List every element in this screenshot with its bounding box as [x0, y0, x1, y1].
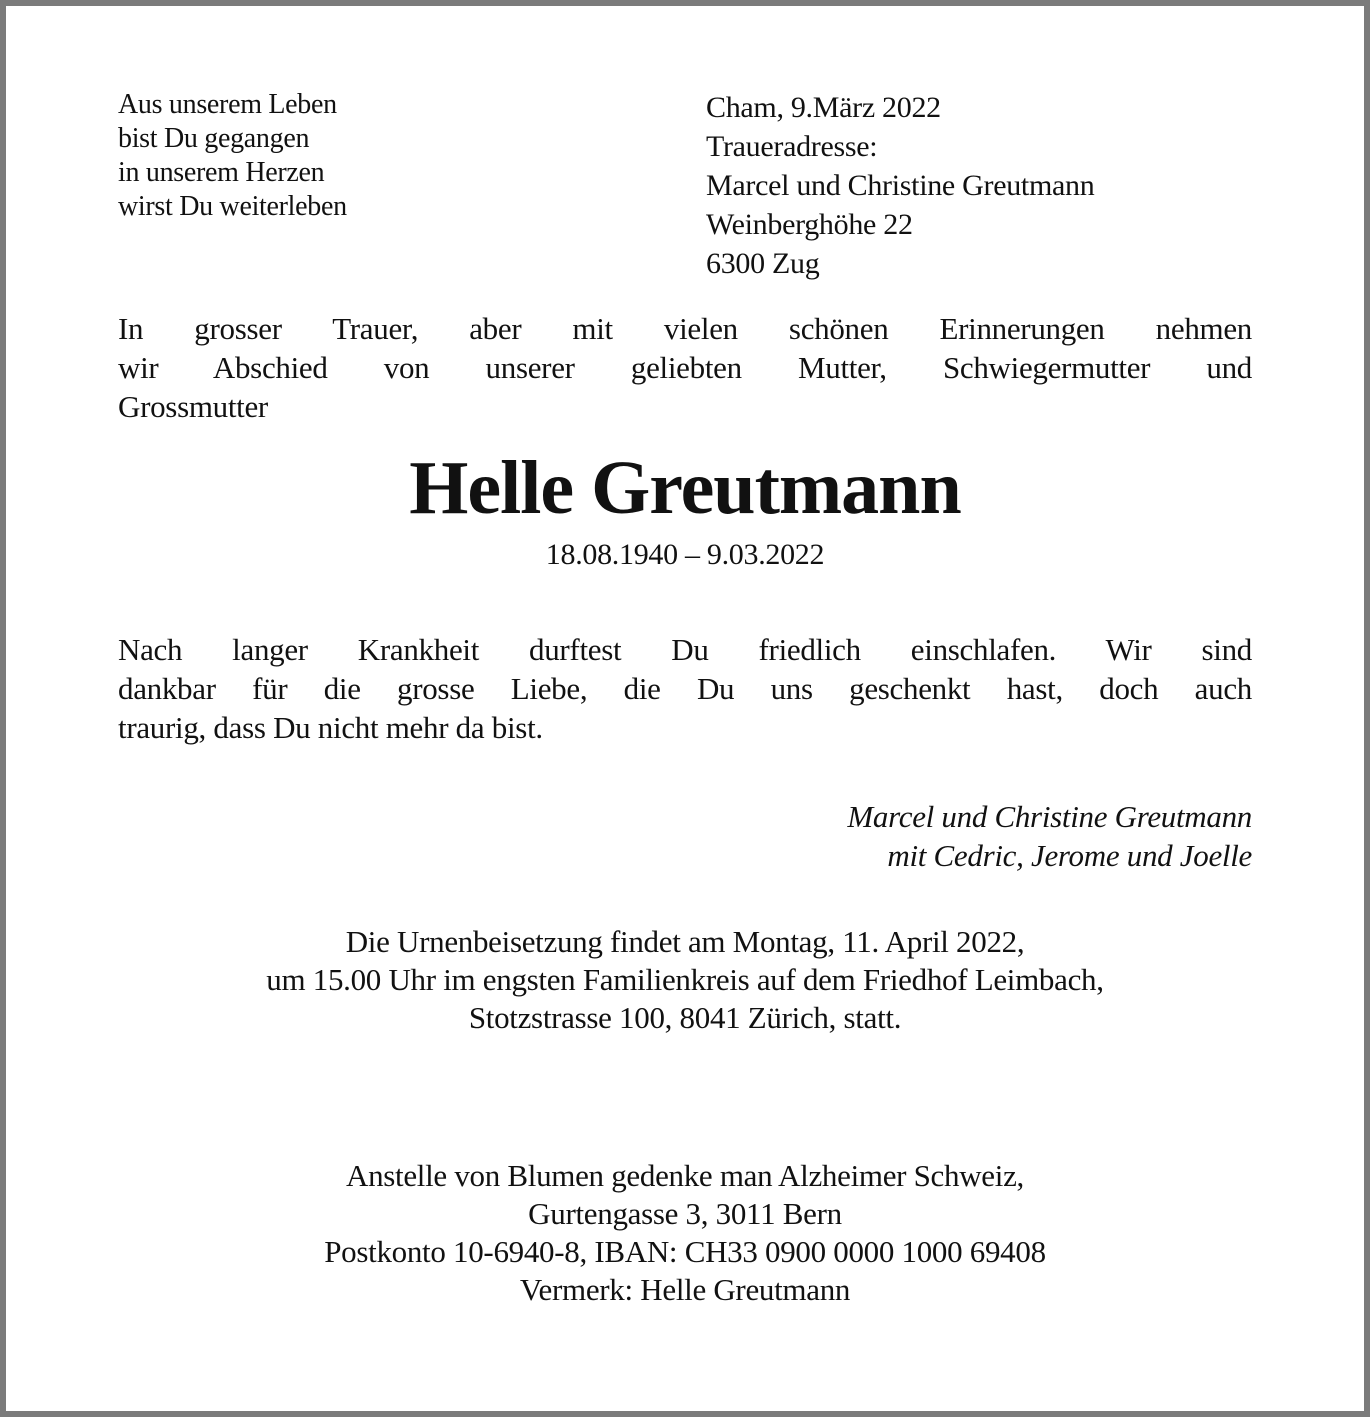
memorial-poem	[118, 88, 706, 224]
condolence-line: traurig, dass Du nicht mehr da bist.	[118, 710, 543, 745]
poem-line: wirst Du weiterleben	[118, 191, 347, 222]
intro-line: In grosser Trauer, aber mit vielen schönen Erinnerungen nehmen	[118, 311, 1252, 346]
burial-line: Die Urnenbeisetzung findet am Montag, 11. April 2022,	[345, 924, 1025, 959]
mourning-address	[706, 88, 1252, 283]
header	[118, 88, 1252, 283]
deceased-name: Helle Greutmann	[409, 446, 961, 530]
donation-line: Postkonto 10-6940-8, IBAN: CH33 0900 0000 1000 69408	[324, 1234, 1046, 1269]
address-street-line: Weinberghöhe 22	[706, 208, 913, 241]
poem-line: bist Du gegangen	[118, 123, 310, 154]
poem-line: Aus unserem Leben	[118, 89, 337, 120]
obituary-content	[6, 6, 1364, 1309]
poem-line: in unserem Herzen	[118, 157, 325, 188]
family-line: Marcel und Christine Greutmann	[847, 799, 1252, 834]
condolence-paragraph	[118, 630, 1252, 747]
family-signature	[118, 797, 1252, 875]
donation-line: Gurtengasse 3, 3011 Bern	[528, 1196, 842, 1231]
address-name-line: Marcel und Christine Greutmann	[706, 169, 1095, 202]
condolence-line: dankbar für die grosse Liebe, die Du uns geschenkt hast, doch auch	[118, 671, 1252, 706]
burial-info	[118, 923, 1252, 1037]
address-label-line: Traueradresse:	[706, 130, 878, 163]
address-city-line: 6300 Zug	[706, 247, 820, 280]
place-date-line: Cham, 9.März 2022	[706, 91, 941, 124]
donation-info	[118, 1157, 1252, 1309]
intro-paragraph	[118, 309, 1252, 426]
family-line: mit Cedric, Jerome und Joelle	[887, 838, 1252, 873]
life-dates: 18.08.1940 – 9.03.2022	[545, 538, 825, 571]
donation-line: Vermerk: Helle Greutmann	[519, 1272, 851, 1307]
intro-line: wir Abschied von unserer geliebten Mutter, Schwiegermutter und	[118, 350, 1252, 385]
burial-line: um 15.00 Uhr im engsten Familienkreis auf dem Friedhof Leimbach,	[266, 962, 1104, 997]
donation-line: Anstelle von Blumen gedenke man Alzheimer Schweiz,	[345, 1158, 1024, 1193]
condolence-line: Nach langer Krankheit durftest Du friedlich einschlafen. Wir sind	[118, 632, 1252, 667]
burial-line: Stotzstrasse 100, 8041 Zürich, statt.	[468, 1000, 902, 1035]
intro-line: Grossmutter	[118, 389, 268, 424]
